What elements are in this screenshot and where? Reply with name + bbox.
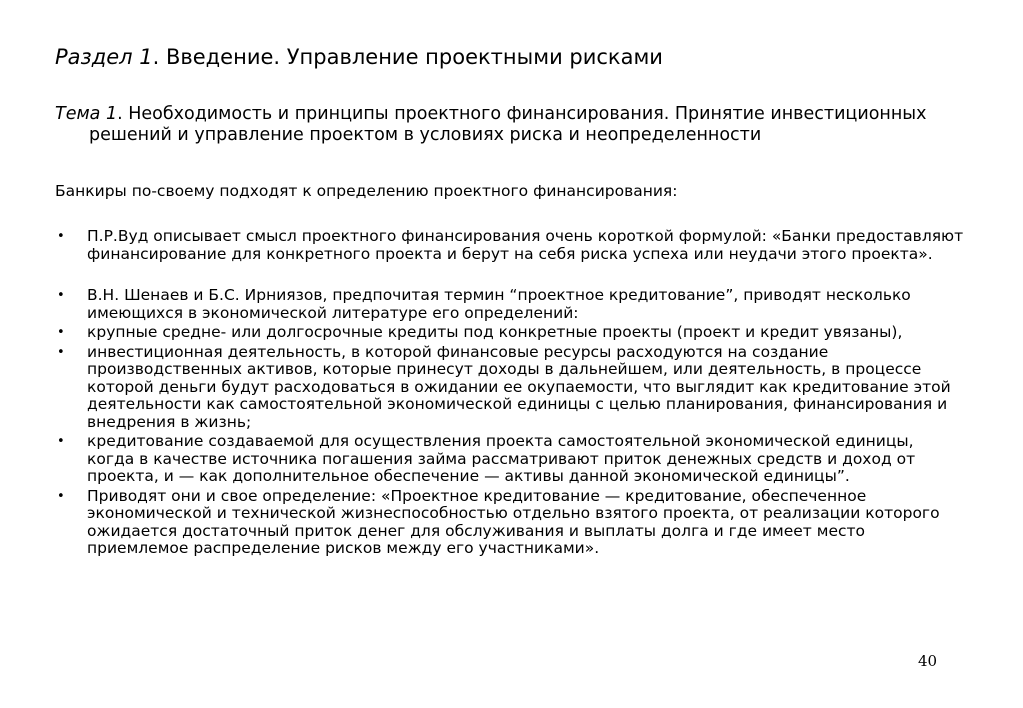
section-label: Раздел 1: [55, 45, 153, 69]
bullet-icon: •: [57, 325, 65, 340]
bullet-text: Приводят они и свое определение: «Проектное кредитование — кредитование, обеспеченное экономической и технической жизнеспособностью отдельно взятого проекта, от реализации которого ожидается достаточный приток денег для обслуживания и выплаты долга и где имеет место приемлемое распределение рисков между его участниками».: [87, 486, 940, 557]
intro-paragraph: Банкиры по-своему подходят к определению проектного финансирования:: [55, 182, 678, 200]
topic-title-text: . Необходимость и принципы проектного финансирования. Принятие инвестиционных решений и управление проектом в условиях риска и неопределенности: [89, 104, 927, 145]
bullet-list: [55, 228, 965, 560]
bullet-item-shenaev: [55, 287, 965, 322]
bullet-text: крупные средне- или долгосрочные кредиты под конкретные проекты (проект и кредит увязаны),: [87, 323, 903, 341]
bullet-item-lending: [55, 433, 965, 486]
bullet-item-credits: [55, 324, 965, 342]
bullet-icon: •: [57, 344, 65, 360]
topic-title: [55, 104, 969, 146]
bullet-text: П.Р.Вуд описывает смысл проектного финансирования очень короткой формулой: «Банки предоставляют финансирование для конкретного проекта и берут на себя риска успеха или неудачи этого проекта».: [87, 227, 964, 263]
bullet-text: В.Н. Шенаев и Б.С. Ирниязов, предпочитая термин “проектное кредитование”, приводят несколько имеющихся в экономической литературе его определений:: [87, 286, 911, 322]
bullet-item-definition: [55, 488, 965, 558]
bullet-icon: •: [57, 488, 65, 504]
bullet-icon: •: [57, 229, 65, 244]
section-title: [55, 44, 663, 70]
bullet-text: инвестиционная деятельность, в которой финансовые ресурсы расходуются на создание производственных активов, которые принесут доходы в дальнейшем, или деятельность, в процессе которой деньги будут расходоваться в ожидании ее окупаемости, что выглядит как кредитование этой деятельности как самостоятельной экономической единицы с целью планирования, финансирования и внедрения в жизнь;: [87, 342, 951, 431]
page-number: 40: [918, 652, 938, 670]
topic-label: Тема 1: [55, 104, 118, 124]
bullet-text: кредитование создаваемой для осуществления проекта самостоятельной экономической единицы, когда в качестве источника погашения займа рассматривают приток денежных средств и доход от проекта, и — как дополнительное обеспечение — активы данной экономической единицы”.: [87, 432, 916, 485]
bullet-item-wood: [55, 228, 965, 263]
bullet-icon: •: [57, 288, 65, 303]
bullet-icon: •: [57, 434, 65, 449]
bullet-item-investment: [55, 344, 965, 432]
section-title-text: . Введение. Управление проектными рисками: [152, 45, 663, 69]
